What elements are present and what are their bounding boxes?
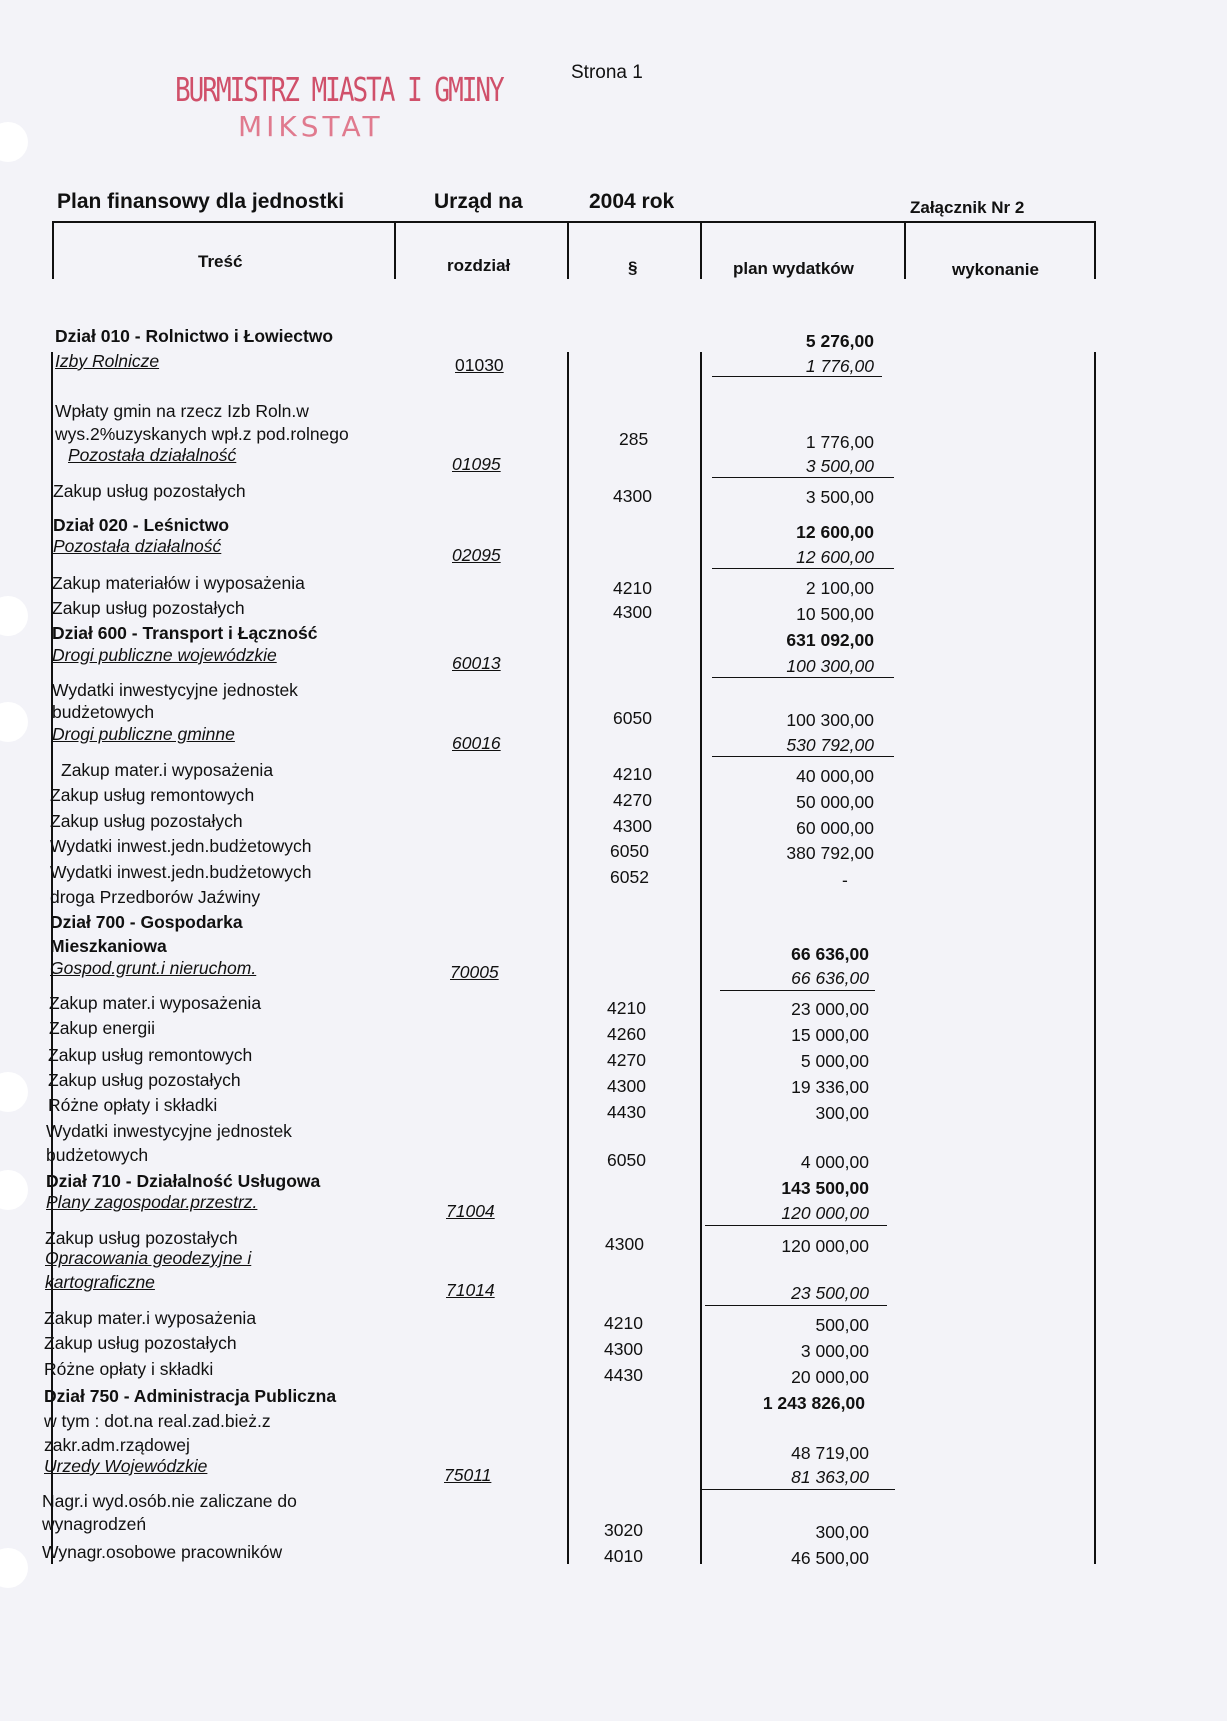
item-description-cont: droga Przedborów Jaźwiny [50,887,261,907]
chapter-code: 75011 [444,1465,492,1485]
header-divider [394,221,396,279]
document-unit: Urząd na [434,190,523,213]
plan-value: 40 000,00 [796,766,874,786]
item-description: Zakup usług pozostałych [48,1070,241,1090]
chapter-code: 01030 [455,355,504,375]
plan-value: 5 276,00 [805,331,874,351]
item-description: Nagr.i wyd.osób.nie zaliczane do [42,1491,297,1511]
paragraph-code: 3020 [604,1520,643,1540]
plan-value: 66 636,00 [791,944,869,964]
plan-value: 300,00 [815,1522,869,1542]
plan-value: 3 500,00 [805,487,874,507]
item-description: Wpłaty gmin na rzecz Izb Roln.w [55,401,309,421]
plan-value: 100 300,00 [786,710,874,730]
plan-value: 4 000,00 [800,1152,869,1172]
paragraph-code: 4430 [607,1102,646,1122]
header-divider [52,221,54,279]
plan-value: 12 600,00 [796,547,874,567]
subtotal-line [712,568,894,569]
chapter-code: 02095 [452,545,501,565]
chapter-name: Urzedy Wojewódzkie [44,1456,208,1476]
chapter-name: Pozostała działalność [53,536,222,556]
paragraph-code: 4300 [607,1076,646,1096]
paragraph-code: 4300 [604,1339,643,1359]
section-heading: Dział 020 - Leśnictwo [53,515,230,535]
paragraph-code: 4300 [613,602,652,622]
plan-value: 66 636,00 [791,968,869,988]
paragraph-code: 6050 [610,841,649,861]
item-description: Zakup mater.i wyposażenia [44,1308,257,1328]
plan-value: 46 500,00 [791,1548,869,1568]
plan-value: 20 000,00 [791,1367,869,1387]
item-description: Zakup mater.i wyposażenia [49,993,262,1013]
chapter-name: Opracowania geodezyjne i [45,1248,252,1268]
item-description-cont: zakr.adm.rządowej [44,1435,190,1455]
plan-value: 3 500,00 [805,456,874,476]
plan-value: 530 792,00 [786,735,874,755]
item-description: Wynagr.osobowe pracowników [42,1542,283,1562]
paragraph-code: 6052 [610,867,649,887]
item-description: Zakup materiałów i wyposażenia [52,573,305,593]
stamp-office: BURMISTRZ MIASTA I GMINY [175,72,503,110]
paragraph-code: 4270 [613,790,652,810]
column-divider [567,352,569,1564]
item-description: Różne opłaty i składki [48,1095,218,1115]
plan-value: 100 300,00 [786,656,874,676]
binder-hole [0,1548,28,1588]
chapter-name: Drogi publiczne gminne [52,724,235,744]
paragraph-code: 6050 [607,1150,646,1170]
chapter-code: 60016 [452,733,501,753]
item-description: Wydatki inwestycyjne jednostek [46,1121,292,1141]
binder-hole [0,1072,28,1112]
item-description: Wydatki inwestycyjne jednostek [52,680,298,700]
plan-value: - [842,870,848,890]
chapter-name: Drogi publiczne wojewódzkie [52,645,277,665]
item-description: Różne opłaty i składki [44,1359,214,1379]
item-description-cont: budżetowych [52,702,155,722]
header-divider [567,221,569,279]
plan-value: 5 000,00 [800,1051,869,1071]
item-description: Wydatki inwest.jedn.budżetowych [50,836,312,856]
column-divider [1094,352,1096,1564]
header-divider [700,221,702,279]
plan-value: 60 000,00 [796,818,874,838]
paragraph-code: 4300 [613,486,652,506]
chapter-code: 60013 [452,653,501,673]
column-header-paragraf: § [628,258,638,277]
plan-value: 120 000,00 [781,1236,869,1256]
plan-value: 23 500,00 [791,1283,869,1303]
paragraph-code: 285 [619,429,649,449]
chapter-name-cont: kartograficzne [45,1272,155,1292]
plan-value: 3 000,00 [800,1341,869,1361]
item-description: Zakup usług remontowych [50,785,255,805]
item-description: Zakup energii [49,1018,156,1038]
binder-hole [0,702,28,742]
subtotal-line [712,477,894,478]
plan-value: 2 100,00 [805,578,874,598]
chapter-name: Plany zagospodar.przestrz. [46,1192,258,1212]
chapter-code: 71004 [446,1201,495,1221]
column-header-tresc: Treść [198,252,243,271]
section-heading: Dział 600 - Transport i Łączność [52,623,318,643]
item-description: Zakup usług pozostałych [53,481,246,501]
subtotal-line [720,990,875,991]
paragraph-code: 4270 [607,1050,646,1070]
column-divider [700,352,702,1564]
subtotal-line [700,1489,895,1490]
plan-value: 50 000,00 [796,792,874,812]
binder-hole [0,1170,28,1210]
plan-value: 1 776,00 [805,432,874,452]
chapter-name: Pozostała działalność [68,445,237,465]
plan-value: 1 776,00 [805,356,874,376]
paragraph-code: 4430 [604,1365,643,1385]
section-heading: Dział 700 - Gospodarka [50,912,243,932]
annex-label: Załącznik Nr 2 [910,198,1025,217]
paragraph-code: 4300 [605,1234,644,1254]
plan-value: 631 092,00 [786,630,874,650]
chapter-code: 70005 [450,962,499,982]
item-description: Zakup usług remontowych [48,1045,253,1065]
column-header-rozdzial: rozdział [447,256,511,275]
plan-value: 12 600,00 [796,522,874,542]
section-heading: Dział 750 - Administracja Publiczna [44,1386,337,1406]
item-description-cont: budżetowych [46,1145,149,1165]
chapter-code: 71014 [446,1280,495,1300]
plan-value: 15 000,00 [791,1025,869,1045]
subtotal-line [705,1225,887,1226]
subtotal-line [705,1305,887,1306]
binder-hole [0,122,28,162]
paragraph-code: 4260 [607,1024,646,1044]
document-year: 2004 rok [589,190,675,213]
paragraph-code: 4210 [613,764,652,784]
plan-value: 10 500,00 [796,604,874,624]
plan-value: 48 719,00 [791,1443,869,1463]
item-description: Zakup usług pozostałych [44,1333,237,1353]
chapter-code: 01095 [452,454,501,474]
column-header-wykonanie: wykonanie [952,260,1039,279]
header-divider [904,221,906,279]
section-heading: Dział 710 - Działalność Usługowa [46,1171,321,1191]
subtotal-line [712,677,894,678]
item-description: Zakup mater.i wyposażenia [61,760,274,780]
plan-value: 143 500,00 [781,1178,869,1198]
paragraph-code: 4210 [613,578,652,598]
stamp-town: MIKSTAT [238,110,384,143]
chapter-name: Gospod.grunt.i nieruchom. [50,958,257,978]
plan-value: 500,00 [815,1315,869,1335]
item-description: Zakup usług pozostałych [50,811,243,831]
item-description: Wydatki inwest.jedn.budżetowych [50,862,312,882]
paragraph-code: 4210 [604,1313,643,1333]
plan-value: 380 792,00 [786,843,874,863]
paragraph-code: 6050 [613,708,652,728]
page-number: Strona 1 [571,62,643,83]
paragraph-code: 4210 [607,998,646,1018]
plan-value: 120 000,00 [781,1203,869,1223]
paragraph-code: 4010 [604,1546,643,1566]
chapter-name: Izby Rolnicze [55,351,160,371]
subtotal-line [712,756,894,757]
document-title: Plan finansowy dla jednostki [57,190,345,213]
plan-value: 1 243 826,00 [762,1393,865,1413]
plan-value: 23 000,00 [791,999,869,1019]
column-header-plan: plan wydatków [733,259,854,278]
section-heading: Dział 010 - Rolnictwo i Łowiectwo [55,326,334,346]
plan-value: 81 363,00 [791,1467,869,1487]
header-top-line [52,221,1096,223]
section-heading-cont: Mieszkaniowa [50,936,167,956]
paragraph-code: 4300 [613,816,652,836]
plan-value: 300,00 [815,1103,869,1123]
header-divider [1094,221,1096,279]
binder-hole [0,596,28,636]
item-description-cont: wys.2%uzyskanych wpł.z pod.rolnego [55,424,349,444]
item-description: Zakup usług pozostałych [52,598,245,618]
item-description: w tym : dot.na real.zad.bież.z [44,1411,271,1431]
plan-value: 19 336,00 [791,1077,869,1097]
subtotal-line [712,376,882,377]
item-description-cont: wynagrodzeń [42,1514,147,1534]
item-description: Zakup usług pozostałych [45,1228,238,1248]
